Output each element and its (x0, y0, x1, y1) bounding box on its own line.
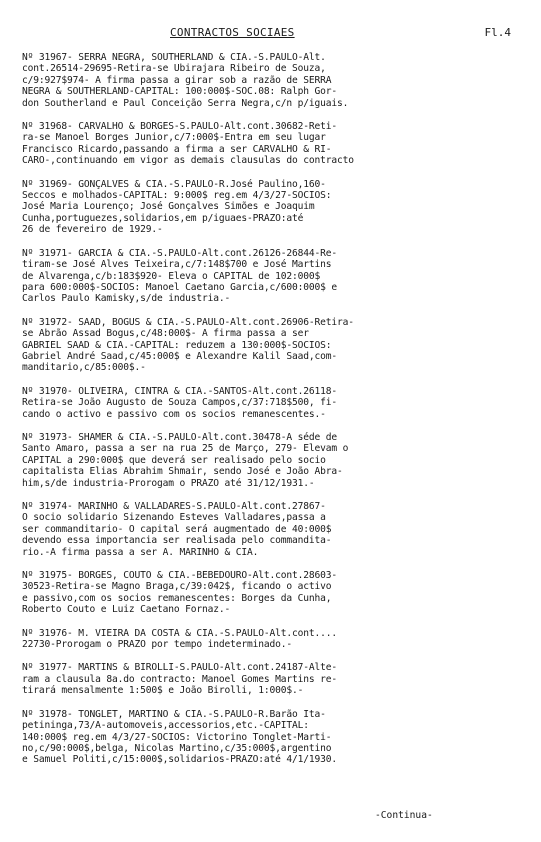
entry-line: de Alvarenga,c/b:183$920- Eleva o CAPITAL de 102:000$ (22, 270, 321, 282)
entry-line: Carlos Paulo Kamisky,s/de industria.- (22, 293, 231, 305)
contract-entry (22, 179, 532, 236)
entry-line: se Abrão Assad Bogus,c/48:000$- A firma passa a ser (22, 328, 309, 340)
entry-line: 22730-Prorogam o PRAZO por tempo indeterminado.- (22, 639, 293, 651)
entry-line: ra-se Manoel Borges Junior,c/7:000$-Entra em seu lugar (22, 132, 326, 144)
entry-line: Nº 31978- TONGLET, MARTINO & CIA.-S.PAULO-R.Barão Ita- (22, 708, 326, 720)
entry-line: Nº 31974- MARINHO & VALLADARES-S.PAULO-Alt.cont.27867- (22, 501, 326, 512)
document-title: CONTRACTOS SOCIAES (170, 26, 295, 39)
entry-line: GABRIEL SAAD & CIA.-CAPITAL: reduzem a 130:000$-SOCIOS: (22, 339, 332, 351)
entry-line: e Samuel Politi,c/15:000$,solidarios-PRAZO:até 4/1/1930. (22, 754, 338, 766)
entry-line: Retira-se João Augusto de Souza Campos,c/37:718$500, fi- (22, 397, 338, 409)
entry-line: CAPITAL a 290:000$ que deverá ser realisado pelo socio (22, 454, 326, 466)
entry-line: cando o activo e passivo com os socios remanescentes.- (22, 408, 326, 420)
entry-line: 140:000$ reg.em 4/3/27-SOCIOS: Victorino Tonglet-Marti- (22, 731, 332, 743)
contract-entry (22, 628, 532, 651)
entry-line: CARO-,continuando em vigor as demais clausulas do contracto (22, 155, 354, 167)
entry-line: ser commanditario- O capital será augmentado de 40:000$ (22, 523, 332, 535)
entry-line: tiram-se José Alves Teixeira,c/7:148$700 e José Martins (22, 259, 332, 271)
entry-line: 26 de fevereiro de 1929.- (22, 224, 163, 236)
entry-line: Santo Amaro, passa a ser na rua 25 de Março, 279- Elevam o (22, 443, 349, 455)
entry-line: Nº 31977- MARTINS & BIROLLI-S.PAULO-Alt.cont.24187-Alte- (22, 662, 338, 674)
entry-line: ram a clausula 8a.do contracto: Manoel Gomes Martins re- (22, 673, 338, 685)
contract-entry (22, 386, 532, 420)
entry-line: tirará mensalmente 1:500$ e João Birolli, 1:000$.- (22, 685, 304, 697)
contract-entry (22, 52, 532, 109)
entry-line: rio.-A firma passa a ser A. MARINHO & CIA. (22, 546, 259, 558)
entry-line: c/9:927$974- A firma passa a girar sob a razão de SERRA (22, 74, 332, 86)
entry-line: NEGRA & SOUTHERLAND-CAPITAL: 100:000$-SOC.08: Ralph Gor- (22, 86, 338, 98)
entry-line: no,c/90:000$,belga, Nicolas Martino,c/35:000$,argentino (22, 742, 332, 754)
entry-line: don Southerland e Paul Conceição Serra Negra,c/n p/iguais. (22, 97, 349, 109)
contract-entry (22, 121, 532, 167)
entry-line: Nº 31970- OLIVEIRA, CINTRA & CIA.-SANTOS-Alt.cont.26118- (22, 385, 338, 397)
entry-line: Nº 31969- GONÇALVES & CIA.-S.PAULO-R.José Paulino,160- (22, 178, 326, 190)
entry-line: Nº 31975- BORGES, COUTO & CIA.-BEBEDOURO-Alt.cont.28603- (22, 570, 338, 582)
folio-number: Fl.4 (484, 26, 511, 39)
entry-line: O socio solidario Sizenando Esteves Valladares,passa a (22, 512, 326, 524)
entry-line: Nº 31973- SHAMER & CIA.-S.PAULO-Alt.cont.30478-A séde de (22, 431, 338, 443)
contract-entry (22, 570, 532, 616)
entry-line: para 600:000$-SOCIOS: Manoel Caetano Garcia,c/600:000$ e (22, 281, 338, 293)
entry-line: Nº 31967- SERRA NEGRA, SOUTHERLAND & CIA.-S.PAULO-Alt. (22, 52, 326, 63)
entry-line: capitalista Elias Abrahim Shmair, sendo José e João Abra- (22, 466, 343, 478)
entry-line: Roberto Couto e Luiz Caetano Fornaz.- (22, 604, 231, 616)
entry-line: devendo essa importancia ser realisada pelo commandita- (22, 535, 332, 547)
entry-line: petininga,73/A-automoveis,accessorios,etc.-CAPITAL: (22, 720, 309, 732)
entry-line: Nº 31972- SAAD, BOGUS & CIA.-S.PAULO-Alt.cont.26906-Retira- (22, 316, 354, 328)
entry-line: Seccos e molhados-CAPITAL: 9:000$ reg.em 4/3/27-SOCIOS: (22, 190, 332, 202)
entry-line: Nº 31976- M. VIEIRA DA COSTA & CIA.-S.PAULO-Alt.cont.... (22, 627, 338, 639)
entry-line: Gabriel André Saad,c/45:000$ e Alexandre Kalil Saad,com- (22, 350, 338, 362)
entry-line: 30523-Retira-se Magno Braga,c/39:042$, ficando o activo (22, 581, 332, 593)
contract-entry (22, 709, 532, 766)
entries-list (22, 52, 532, 778)
contract-entry (22, 501, 532, 558)
entry-line: Nº 31971- GARCIA & CIA.-S.PAULO-Alt.cont.26126-26844-Re- (22, 247, 338, 259)
contract-entry (22, 432, 532, 489)
contract-entry (22, 662, 532, 696)
entry-line: Nº 31968- CARVALHO & BORGES-S.PAULO-Alt.cont.30682-Reti- (22, 121, 338, 133)
entry-line: José Maria Lourenço; José Gonçalves Simões e Joaquim (22, 201, 315, 213)
entry-line: him,s/de industria-Prorogam o PRAZO até 31/12/1931.- (22, 477, 315, 489)
entry-line: manditario,c/85:000$.- (22, 362, 146, 374)
contract-entry (22, 248, 532, 305)
continues-label: -Continua- (375, 810, 433, 821)
entry-line: cont.26514-29695-Retira-se Ubirajara Ribeiro de Souza, (22, 63, 326, 75)
page-header (0, 26, 541, 46)
entry-line: Francisco Ricardo,passando a firma a ser CARVALHO & RI- (22, 143, 332, 155)
contract-entry (22, 317, 532, 374)
entry-line: Cunha,portuguezes,solidarios,em p/iguaes-PRAZO:até (22, 212, 304, 224)
entry-line: e passivo,com os socios remanescentes: Borges da Cunha, (22, 592, 332, 604)
